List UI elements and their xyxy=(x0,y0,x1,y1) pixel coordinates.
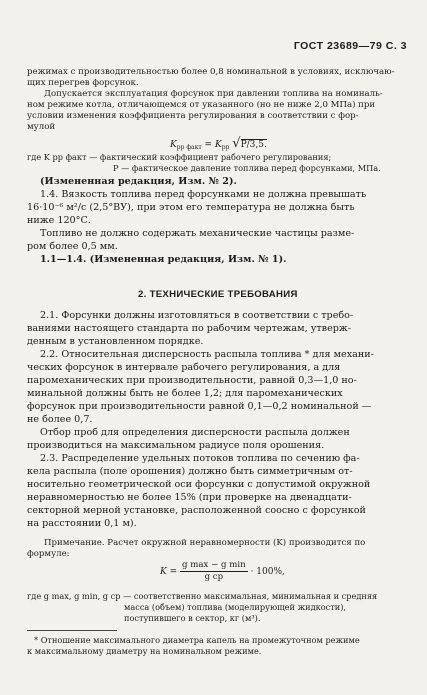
page-header: ГОСТ 23689—79 С. 3 xyxy=(293,40,407,52)
text-line: 16·10⁻⁶ м²/с (2,5°ВУ), при этом его температура не должна быть xyxy=(27,202,355,213)
amendment-note: (Измененная редакция, Изм. № 2). xyxy=(40,176,237,187)
text-line: 2.3. Распределение удельных потоков топлива по сечению фа- xyxy=(40,453,360,464)
text-line: режимах с производительностью более 0,8 номинальной в условиях, исключаю- xyxy=(27,67,395,77)
text-line: ром более 0,5 мм. xyxy=(27,241,118,252)
text-line: Отбор проб для определения дисперсности распыла должен xyxy=(40,427,350,438)
text-line: не более 0,7. xyxy=(27,414,93,425)
footnote-line: * Отношение максимального диаметра капель на промежуточном режиме xyxy=(34,635,360,645)
text-line: ваниями настоящего стандарта по рабочим чертежам, утверж- xyxy=(27,323,351,334)
footnote-divider xyxy=(27,630,117,631)
formula-legend-line: масса (объем) топлива (моделирующей жидкости), xyxy=(124,602,347,612)
text-line: 1.4. Вязкость топлива перед форсунками не должна превышать xyxy=(40,189,367,200)
text-line: форсунок при производительности равной 0,1—0,2 номинальной — xyxy=(27,401,372,412)
footnote-line: к максимальному диаметру на номинальном режиме. xyxy=(27,646,262,656)
text-line: условии изменения коэффициента регулирования в соответствии с фор- xyxy=(27,111,359,121)
text-line: Топливо не должно содержать механические частицы разме- xyxy=(40,228,355,239)
formula-nonuniformity: K = $\frac{\text{g max − g min}}{\text{g ср}}$ · 100%, xyxy=(160,560,285,582)
text-line: 2.1. Форсунки должны изготовляться в соответствии с требо- xyxy=(40,310,354,321)
formula-legend-line: поступившего в сектор, кг (м³). xyxy=(124,613,261,623)
note-line: Примечание. Расчет окружной неравномерности (K) производится по xyxy=(44,538,366,548)
text-line: на расстоянии 0,1 м). xyxy=(27,518,137,529)
note-line: формуле: xyxy=(27,549,70,559)
text-line: носительно геометрической оси форсунки с допустимой окружной xyxy=(27,479,371,490)
text-line: ном режиме котла, отличающемся от указанного (но не ниже 2,0 МПа) при xyxy=(27,100,376,110)
section-title: 2. ТЕХНИЧЕСКИЕ ТРЕБОВАНИЯ xyxy=(138,289,298,300)
text-line: минальной должны быть не более 1,2; для паромеханических xyxy=(27,388,343,399)
text-line: паромеханических при производительности, равной 0,3—1,0 но- xyxy=(27,375,357,386)
formula-legend-line: где g max, g min, g ср — соответственно максимальная, минимальная и средняя xyxy=(27,591,378,601)
text-line: кела распыла (поле орошения) должно быть симметричным от- xyxy=(27,466,353,477)
formula-legend-line: P — фактическое давление топлива перед форсунками, МПа. xyxy=(113,163,381,173)
text-line: мулой xyxy=(27,122,56,132)
text-line: неравномерностью не более 15% (при проверке на двенадцати- xyxy=(27,492,352,503)
formula-legend-line: где K рр факт — фактический коэффициент рабочего регулирования; xyxy=(27,152,332,162)
text-line: щих перегрев форсунок. xyxy=(27,78,139,88)
amendment-note: 1.1—1.4. (Измененная редакция, Изм. № 1). xyxy=(40,254,287,265)
formula-regulation-coefficient: $K_{рр факт} = K_{рр}$ √P/3,5. xyxy=(170,136,267,151)
text-line: Допускается эксплуатация форсунок при давлении топлива на номиналь- xyxy=(44,89,383,99)
text-line: ческих форсунок в интервале рабочего регулирования, а для xyxy=(27,362,341,373)
text-line: ниже 120°С. xyxy=(27,215,91,226)
text-line: производиться на максимальном радиусе поля орошения. xyxy=(27,440,325,451)
text-line: 2.2. Относительная дисперсность распыла топлива * для механи- xyxy=(40,349,374,360)
text-line: денным в установленном порядке. xyxy=(27,336,204,347)
text-line: секторной мерной установке, расположенной соосно с форсункой xyxy=(27,505,366,516)
